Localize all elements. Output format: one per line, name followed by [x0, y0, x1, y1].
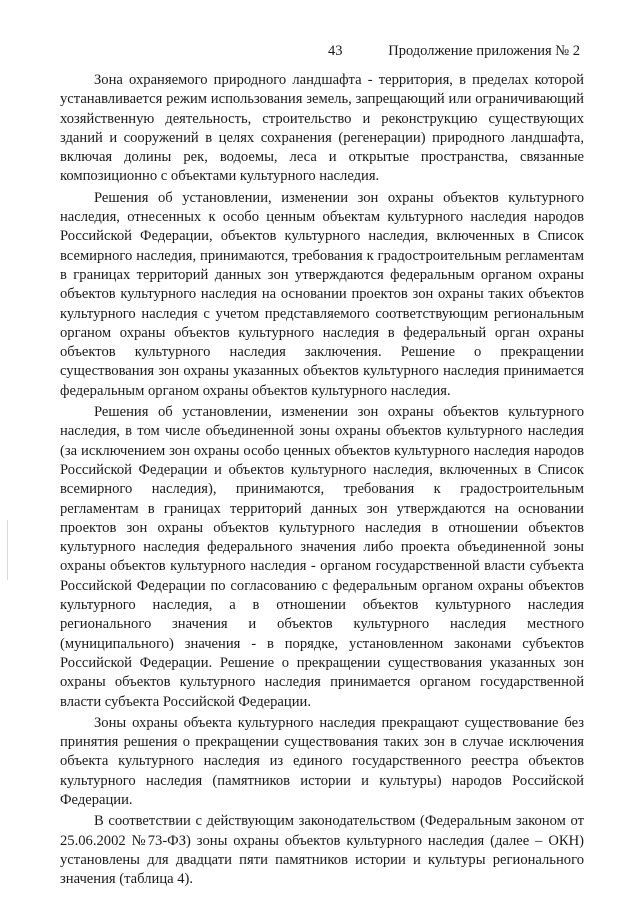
paragraph-federal-decisions: Решения об установлении, изменении зон охраны объектов культурного наследия, отнесенных к особо ценным объектам культурного наследия народов Российской Федерации, объектов культурного наследия, включенных в Список всемирного наследия, принимаются, требования к градостроительным регламентам в границах территорий данных зон утверждаются федеральным органом охраны объектов культурного наследия на основании проектов зон охраны таких объектов культурного наследия с учетом представляемого соответствующим региональным органом охраны объектов культурного наследия в федеральный орган охраны объектов культурного наследия заключения. Решение о прекращении существования зон охраны указанных объектов культурного наследия принимается федеральным органом охраны объектов культурного наследия. [60, 189, 584, 399]
document-body [60, 71, 584, 889]
paragraph-landscape-zone: Зона охраняемого природного ландшафта - территория, в пределах которой устанавливается режим использования земель, запрещающий или ограничивающий хозяйственную деятельность, строительство и реконструкцию существующих зданий и сооружений в целях сохранения (регенерации) природного ландшафта, включая долины рек, водоемы, леса и открытые пространства, связанные композиционно с объектами культурного наследия. [60, 72, 584, 185]
page-number: 43 [328, 43, 343, 59]
paragraph-regional-decisions: Решения об установлении, изменении зон охраны объектов культурного наследия, в том числе объединенной зоны охраны объектов культурного наследия (за исключением зон охраны особо ценных объектов культурного наследия народов Российской Федерации и объектов культурного наследия, включенных в Список всемирного наследия), принимаются, требования к градостроительным регламентам в границах территорий данных зон утверждаются на основании проектов зон охраны объектов культурного наследия в отношении объектов культурного наследия федерального значения либо проекта объединенной зоны охраны объектов культурного наследия - органом государственной власти субъекта Российской Федерации по согласованию с федеральным органом охраны объектов культурного наследия, а в отношении объектов культурного наследия регионального значения и объектов культурного наследия местного (муниципального) значения - в порядке, установленном законами субъектов Российской Федерации. Решение о прекращении существования указанных зон охраны объектов культурного наследия принимается органом государственной власти субъекта Российской Федерации. [60, 404, 584, 710]
scan-edge-mark [7, 520, 8, 580]
paragraph-zone-termination: Зоны охраны объекта культурного наследия прекращают существование без принятия решения о прекращении существования таких зон в случае исключения объекта культурного наследия из единого государственного реестра объектов культурного наследия (памятников истории и культуры) народов Российской Федерации. [60, 714, 584, 808]
appendix-continuation-note: Продолжение приложения № 2 [388, 43, 580, 59]
paragraph-okn-zones: В соответствии с действующим законодательством (Федеральным законом от 25.06.2002 №73-ФЗ) зоны охраны объектов культурного наследия (далее – ОКН) установлены для двадцати пяти памятников истории и культуры регионального значения (таблица 4). [60, 813, 584, 888]
page-header [60, 43, 580, 63]
